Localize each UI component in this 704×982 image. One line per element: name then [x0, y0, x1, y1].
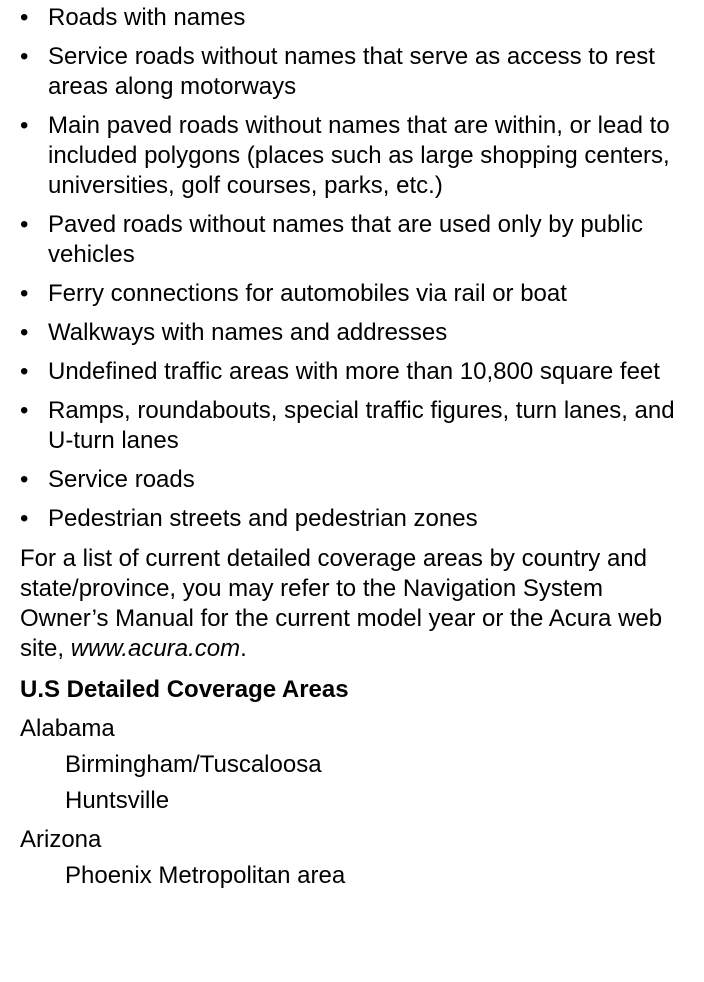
list-item-text: Service roads [48, 466, 195, 493]
list-item-text: Walkways with names and addresses [48, 319, 448, 346]
list-item-text: Roads with names [48, 4, 246, 31]
list-item-text: Service roads without names that serve as access to rest areas along motorways [48, 43, 655, 100]
state-group-alabama [20, 714, 696, 816]
state-name: Alabama [20, 715, 115, 742]
coverage-paragraph [20, 544, 696, 664]
list-item [20, 279, 696, 309]
list-item [20, 318, 696, 348]
bullet-icon: • [20, 4, 29, 31]
state-name: Arizona [20, 826, 102, 853]
manual-page [20, 3, 696, 891]
coverage-area: Huntsville [65, 787, 170, 814]
bullet-icon: • [20, 358, 29, 385]
inclusion-list [20, 3, 696, 534]
list-item-text: Pedestrian streets and pedestrian zones [48, 505, 478, 532]
bullet-icon: • [20, 280, 29, 307]
list-item [20, 465, 696, 495]
website-link[interactable]: www.acura.com [70, 635, 241, 662]
coverage-area: Phoenix Metropolitan area [65, 862, 346, 889]
bullet-icon: • [20, 466, 29, 493]
list-item-text: Paved roads without names that are used only by public vehicles [48, 211, 644, 268]
list-item [20, 504, 696, 534]
state-group-arizona [20, 825, 696, 891]
bullet-icon: • [20, 112, 29, 139]
paragraph-text: For a list of current detailed coverage areas by country and state/province, you may refer to the Navigation System Owner’s Manual for the current model year or the Acura web site, [20, 545, 663, 662]
bullet-icon: • [20, 319, 29, 346]
section-heading: U.S Detailed Coverage Areas [20, 676, 349, 703]
list-item [20, 210, 696, 270]
coverage-area: Birmingham/Tuscaloosa [65, 751, 322, 778]
list-item-text: Undefined traffic areas with more than 10,800 square feet [48, 358, 660, 385]
list-item [20, 111, 696, 201]
list-item [20, 396, 696, 456]
bullet-icon: • [20, 397, 29, 424]
list-item [20, 42, 696, 102]
list-item [20, 357, 696, 387]
list-item-text: Ferry connections for automobiles via rail or boat [48, 280, 567, 307]
bullet-icon: • [20, 211, 29, 238]
bullet-icon: • [20, 505, 29, 532]
bullet-icon: • [20, 43, 29, 70]
list-item [20, 3, 696, 33]
list-item-text: Ramps, roundabouts, special traffic figures, turn lanes, and U-turn lanes [48, 397, 675, 454]
paragraph-end: . [240, 635, 247, 662]
list-item-text: Main paved roads without names that are within, or lead to included polygons (places such as large shopping centers, universities, golf courses, parks, etc.) [48, 112, 670, 199]
